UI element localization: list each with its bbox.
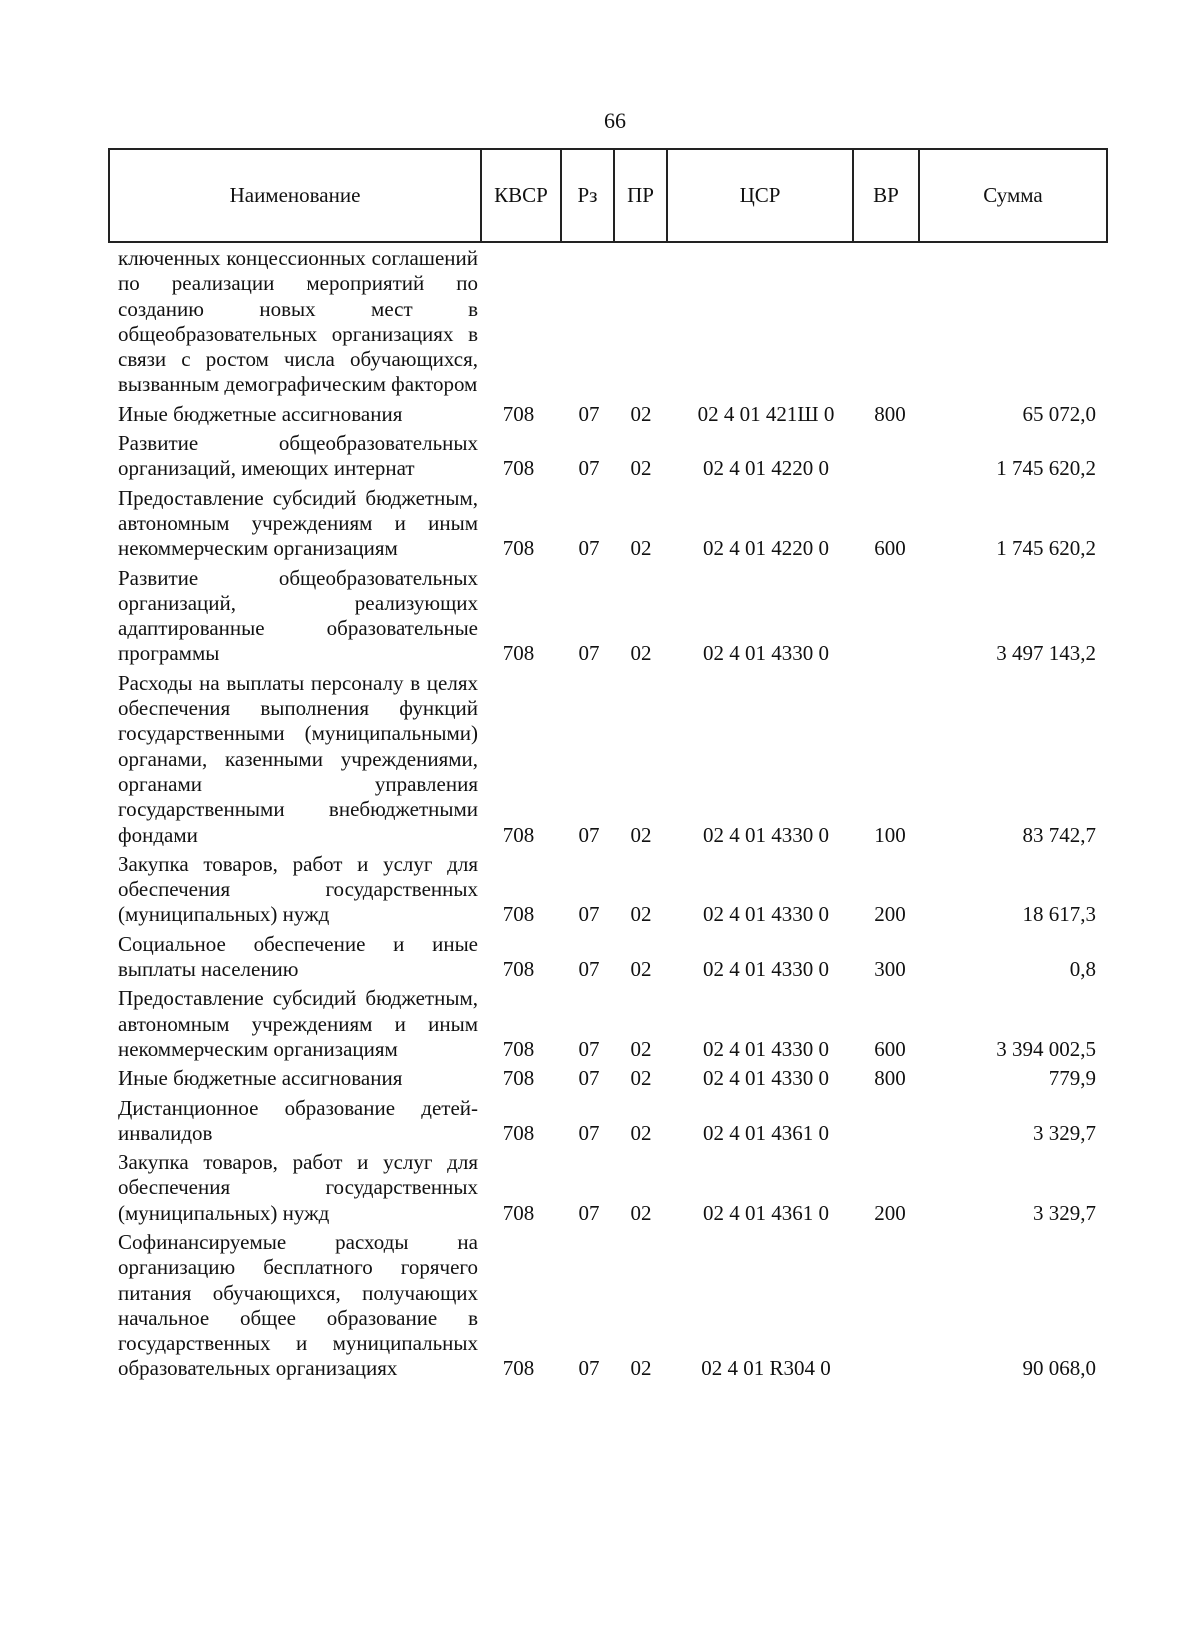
row-name: Предоставление субсидий бюджетным, автономным учреждениям и иным некоммерческим организациям	[118, 485, 478, 561]
row-sum: 3 394 002,5	[996, 1036, 1096, 1061]
column-header-name: Наименование	[229, 183, 361, 207]
row-sum: 779,9	[1048, 1066, 1096, 1091]
row-pr: 02	[630, 456, 652, 481]
row-sum: 18 617,3	[1022, 902, 1096, 927]
table-row	[108, 566, 1108, 667]
row-rz: 07	[578, 536, 600, 561]
row-vr: 200	[874, 1200, 906, 1225]
row-sum: 3 329,7	[1033, 1120, 1096, 1145]
row-csr: 02 4 01 4361 0	[703, 1120, 829, 1145]
row-name: Расходы на выплаты персоналу в целях обеспечения выполнения функций государственными (муниципальными) органами, казенными учреждениями, органами управления государственными внебюджетными фондами	[118, 670, 478, 847]
row-kvsr: 708	[502, 641, 535, 666]
row-sum: 1 745 620,2	[996, 456, 1096, 481]
row-pr: 02	[630, 641, 652, 666]
row-csr: 02 4 01 4330 0	[703, 1066, 829, 1091]
table-body	[108, 246, 1108, 1386]
row-pr: 02	[630, 957, 652, 982]
row-vr: 600	[874, 1036, 906, 1061]
table-row	[108, 431, 1108, 482]
row-name: Социальное обеспечение и иные выплаты населению	[118, 931, 478, 982]
row-sum: 83 742,7	[1022, 822, 1096, 847]
row-csr: 02 4 01 4330 0	[703, 957, 829, 982]
table-row	[108, 1096, 1108, 1147]
row-kvsr: 708	[502, 902, 535, 927]
row-csr: 02 4 01 4220 0	[703, 536, 829, 561]
row-rz: 07	[578, 401, 600, 426]
row-name: Предоставление субсидий бюджетным, автономным учреждениям и иным некоммерческим организациям	[118, 986, 478, 1061]
table-row	[108, 671, 1108, 848]
row-csr: 02 4 01 4361 0	[703, 1200, 829, 1225]
column-header-vr: ВР	[852, 150, 918, 241]
row-csr: 02 4 01 4330 0	[703, 641, 829, 666]
table-row	[108, 246, 1108, 398]
row-pr: 02	[630, 1200, 652, 1225]
row-kvsr: 708	[502, 536, 535, 561]
table-row	[108, 932, 1108, 983]
row-kvsr: 708	[502, 1356, 535, 1381]
row-rz: 07	[578, 822, 600, 847]
row-sum: 3 329,7	[1033, 1200, 1096, 1225]
table-header	[108, 148, 1108, 243]
column-header-kvsr: КВСР	[480, 150, 560, 241]
row-pr: 02	[630, 536, 652, 561]
row-name: Софинансируемые расходы на организацию бесплатного горячего питания обучающихся, получающих начальное общее образование в государственных и муниципальных образовательных организациях	[118, 1229, 478, 1381]
row-name: ключенных концессионных соглашений по реализации мероприятий по созданию новых мест в общеобразовательных организациях в связи с ростом числа обучающихся, вызванным демографическим фактором	[118, 246, 478, 397]
row-name: Закупка товаров, работ и услуг для обеспечения государственных (муниципальных) нужд	[118, 851, 478, 927]
row-pr: 02	[630, 1356, 652, 1381]
row-kvsr: 708	[502, 1120, 535, 1145]
row-vr: 200	[874, 902, 906, 927]
row-kvsr: 708	[502, 401, 535, 426]
row-sum: 3 497 143,2	[996, 641, 1096, 666]
column-header-sum: Сумма	[918, 150, 1106, 241]
table-row	[108, 852, 1108, 928]
row-sum: 90 068,0	[1022, 1356, 1096, 1381]
row-pr: 02	[630, 401, 652, 426]
page-number: 66	[604, 108, 626, 133]
row-name: Развитие общеобразовательных организаций, имеющих интернат	[118, 431, 478, 481]
table-row	[108, 1150, 1108, 1226]
row-rz: 07	[578, 456, 600, 481]
row-csr: 02 4 01 4330 0	[703, 902, 829, 927]
row-csr: 02 4 01 4220 0	[703, 456, 829, 481]
row-kvsr: 708	[502, 456, 535, 481]
row-sum: 1 745 620,2	[996, 536, 1096, 561]
row-pr: 02	[630, 1120, 652, 1145]
row-rz: 07	[578, 902, 600, 927]
column-header-rz: Рз	[560, 150, 613, 241]
table-row	[108, 1230, 1108, 1382]
row-name: Развитие общеобразовательных организаций, реализующих адаптированные образовательные программы	[118, 565, 478, 666]
row-kvsr: 708	[502, 957, 535, 982]
table-row	[108, 986, 1108, 1062]
table-row	[108, 1066, 1108, 1091]
column-header-pr: ПР	[613, 150, 666, 241]
row-rz: 07	[578, 957, 600, 982]
row-vr: 300	[874, 957, 906, 982]
row-pr: 02	[630, 1066, 652, 1091]
row-sum: 65 072,0	[1022, 401, 1096, 426]
row-kvsr: 708	[502, 1036, 535, 1061]
column-header-csr: ЦСР	[666, 150, 852, 241]
table-row	[108, 402, 1108, 427]
row-kvsr: 708	[502, 1200, 535, 1225]
row-pr: 02	[630, 902, 652, 927]
row-vr: 100	[874, 822, 906, 847]
row-rz: 07	[578, 1120, 600, 1145]
row-csr: 02 4 01 4330 0	[703, 822, 829, 847]
row-csr: 02 4 01 4330 0	[703, 1036, 829, 1061]
row-rz: 07	[578, 1066, 600, 1091]
row-name: Дистанционное образование детей-инвалидов	[118, 1095, 478, 1145]
row-rz: 07	[578, 1356, 600, 1381]
row-name: Иные бюджетные ассигнования	[118, 401, 403, 426]
row-name: Иные бюджетные ассигнования	[118, 1066, 403, 1091]
row-pr: 02	[630, 822, 652, 847]
row-name: Закупка товаров, работ и услуг для обеспечения государственных (муниципальных) нужд	[118, 1150, 478, 1225]
table-row	[108, 486, 1108, 562]
row-rz: 07	[578, 1036, 600, 1061]
row-rz: 07	[578, 1200, 600, 1225]
row-kvsr: 708	[502, 822, 535, 847]
row-vr: 600	[874, 536, 906, 561]
row-vr: 800	[874, 1066, 906, 1091]
row-pr: 02	[630, 1036, 652, 1061]
row-kvsr: 708	[502, 1066, 535, 1091]
row-sum: 0,8	[1069, 957, 1096, 982]
row-rz: 07	[578, 641, 600, 666]
row-csr: 02 4 01 421Ш 0	[697, 401, 835, 426]
row-csr: 02 4 01 R304 0	[701, 1356, 831, 1381]
row-vr: 800	[874, 401, 906, 426]
